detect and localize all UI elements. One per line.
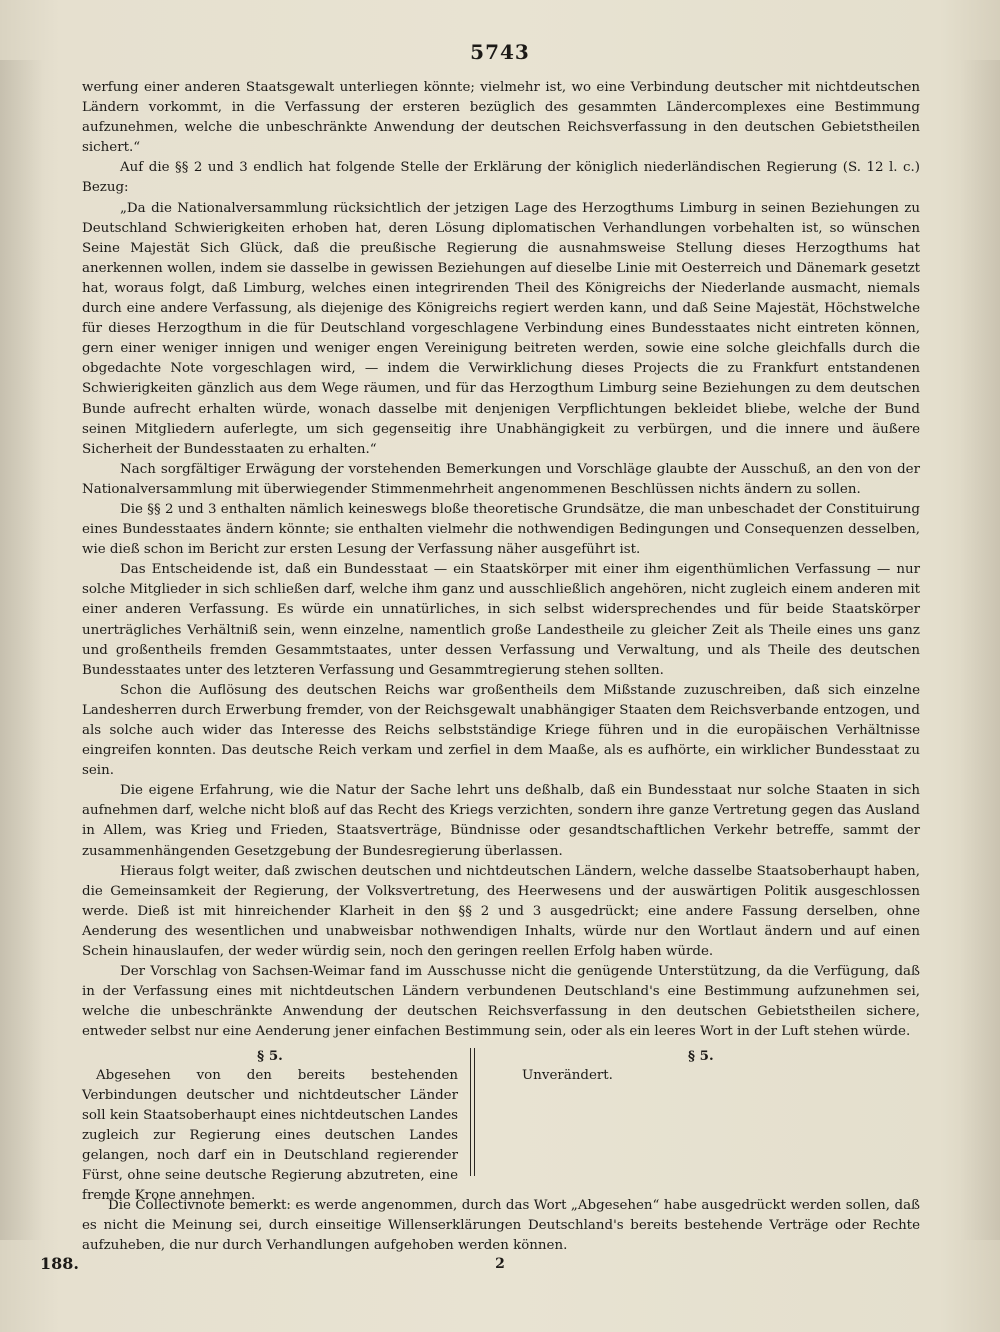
paragraph: Schon die Auflösung des deutschen Reichs war großentheils dem Mißstande zuzuschreiben, daß sich einzelne Landesherren durch Erwerbung fremder, von der Reichsgewalt unabhängiger Staaten dem Reichsverbande entzogen, und als solche auch wider das Interesse des Reichs selbstständige Kriege führen und in die europäischen Verhältnisse eingreifen konnten. Das deutsche Reich verkam und zerfiel in dem Maaße, als es aufhörte, ein wirklicher Bundesstaat zu sein. [82,682,920,779]
paragraph: Hieraus folgt weiter, daß zwischen deutschen und nichtdeutschen Ländern, welche dasselbe Staatsoberhaupt haben, die Gemeinsamkeit der Regierung, der Volksvertretung, des Heerwesens und der auswärtigen Politik ausgeschlossen werde. Dieß ist mit hinreichender Klarheit in den §§ 2 und 3 ausgedrückt; eine andere Fassung derselben, ohne Aenderung des wesentlichen und unabweisbar nothwendigen Inhalts, würde nur den Wortlaut ändern und auf einen Schein hinauslaufen, der weder würdig sein, noch den geringen reellen Erfolg haben würde. [82,863,920,960]
section-heading: § 5. [688,1048,714,1064]
paragraph: werfung einer anderen Staatsgewalt unterliegen könnte; vielmehr ist, wo eine Verbindung deutscher mit nichtdeutschen Ländern vorkommt, in die Verfassung der ersteren bezüglich des gesammten Ländercomplexes eine Bestimmung aufzunehmen, welche die unbeschränkte Anwendung der deutschen Reichsverfassung in den deutschen Gebietstheilen sichert.“ [82,80,920,156]
column-divider [470,1048,475,1176]
section-text: Unverändert. [522,1068,613,1083]
two-column-section [82,1046,920,1203]
paragraph: Auf die §§ 2 und 3 endlich hat folgende Stelle der Erklärung der königlich niederländischen Regierung (S. 12 l. c.) Bezug: [82,160,920,196]
quoted-paragraph: „Da die Nationalversammlung rücksichtlich der jetzigen Lage des Herzogthums Limburg in seinen Beziehungen zu Deutschland Schwierigkeiten erhoben hat, deren Lösung diplomatischen Verhandlungen vorbehalten ist, so wünschen Seine Majestät Sich Glück, daß die preußische Regierung die ausnahmsweise Stellung dieses Herzogthums hat anerkennen wollen, indem sie dasselbe in gewissen Beziehungen auf dieselbe Linie mit Oesterreich und Dänemark gesetzt hat, woraus folgt, daß Limburg, welches einen integrirenden Theil des Königreichs der Niederlande ausmacht, niemals durch eine andere Verfassung, als diejenige des Königreichs regiert werden kann, und daß Seine Majestät, Höchstwelche für dieses Herzogthum in die für Deutschland vorgeschlagene Verbindung eines Bundesstaates nicht eintreten können, gern einer weniger innigen und weniger engen Vereinigung beitreten werden, sowie eine solche gleichfalls durch die obgedachte Note vorgeschlagen wird, — indem die Verwirklichung dieses Projects die zu Frankfurt entstandenen Schwierigkeiten gänzlich aus dem Wege räumen, und für das Herzogthum Limburg seine Beziehungen zu dem deutschen Bunde aufrecht erhalten würde, wonach dasselbe mit denjenigen Verpflichtungen bekleidet bliebe, welche der Bund seinen Mitgliedern auferlegte, um sich gegenseitig ihre Unabhängigkeit zu verbürgen, und die innere und äußere Sicherheit der Bundesstaaten zu erhalten.“ [82,200,920,457]
paragraph: Das Entscheidende ist, daß ein Bundesstaat — ein Staatskörper mit einer ihm eigenthümlichen Verfassung — nur solche Mitglieder in sich schließen darf, welche ihm ganz und ausschließlich angehören, nicht zugleich einem anderen mit einer anderen Verfassung. Es würde ein unnatürliches, in sich selbst widersprechendes und für beide Staatskörper unerträgliches Verhältniß sein, wenn einzelne, namentlich große Landestheile zu gleicher Zeit als Theile eines uns ganz und großentheils fremden Gesammtstaates, unter dessen Verfassung und Verwaltung, und als Theile des deutschen Bundesstaates unter des letzteren Verfassung und Gesammtregierung stehen sollten. [82,562,920,678]
paragraph: Die §§ 2 und 3 enthalten nämlich keineswegs bloße theoretische Grundsätze, die man unbeschadet der Constituirung eines Bundesstaates ändern könnte; sie enthalten vielmehr die nothwendigen Bedingungen und Consequenzen desselben, wie dieß schon im Bericht zur ersten Lesung der Verfassung näher ausgeführt ist. [82,501,920,558]
section-right-column [488,1046,920,1086]
page-number: 5743 [470,40,530,64]
signature-mark: 188. [40,1254,79,1273]
paragraph: Nach sorgfältiger Erwägung der vorstehenden Bemerkungen und Vorschläge glaubte der Ausschuß, an den von der Nationalversammlung mit überwiegender Stimmenmehrheit angenommenen Beschlüssen nichts ändern zu sollen. [82,461,920,497]
sheet-number: 2 [495,1256,505,1272]
paragraph: Die eigene Erfahrung, wie die Natur der Sache lehrt uns deßhalb, daß ein Bundesstaat nur solche Staaten in sich aufnehmen darf, welche nicht bloß auf das Recht des Kriegs verzichten, sondern ihre ganze Vertretung gegen das Ausland in Allem, was Krieg und Frieden, Staatsverträge, Bündnisse oder gesandtschaftlichen Verkehr betreffe, sammt der zusammenhängenden Gesetzgebung der Bundesregierung überlassen. [82,783,920,859]
collective-note-paragraph: Die Collectivnote bemerkt: es werde angenommen, durch das Wort „Abgesehen“ habe ausgedrückt werden sollen, daß es nicht die Meinung sei, durch einseitige Willenserklärungen Deutschland's bereits bestehende Verträge oder Rechte aufzuheben, die nur durch Verhandlungen aufgehoben werden können. [82,1198,920,1253]
main-text [82,78,920,1043]
section-heading: § 5. [257,1048,283,1064]
page-edge-shadow [0,60,44,1240]
page-edge-shadow [960,60,1000,1240]
paragraph: Der Vorschlag von Sachsen-Weimar fand im Ausschusse nicht die genügende Unterstützung, da die Verfügung, daß in der Verfassung eines mit nichtdeutschen Ländern verbundenen Deutschland's eine Bestimmung aufzunehmen sei, welche die unbeschränkte Anwendung der deutschen Reichsverfassung in den deutschen Gebietstheilen sichere, entweder selbst nur eine Aenderung jener einfachen Bestimmung sein, oder als ein leeres Wort in der Luft stehen würde. [82,964,920,1040]
section-text: Abgesehen von den bereits bestehenden Verbindungen deutscher und nichtdeutscher Länder soll kein Staatsoberhaupt eines nichtdeutschen Landes zugleich zur Regierung eines deutschen Landes gelangen, noch darf ein in Deutschland regierender Fürst, ohne seine deutsche Regierung abzutreten, eine fremde Krone annehmen. [82,1068,458,1203]
section-left-column [82,1046,458,1206]
